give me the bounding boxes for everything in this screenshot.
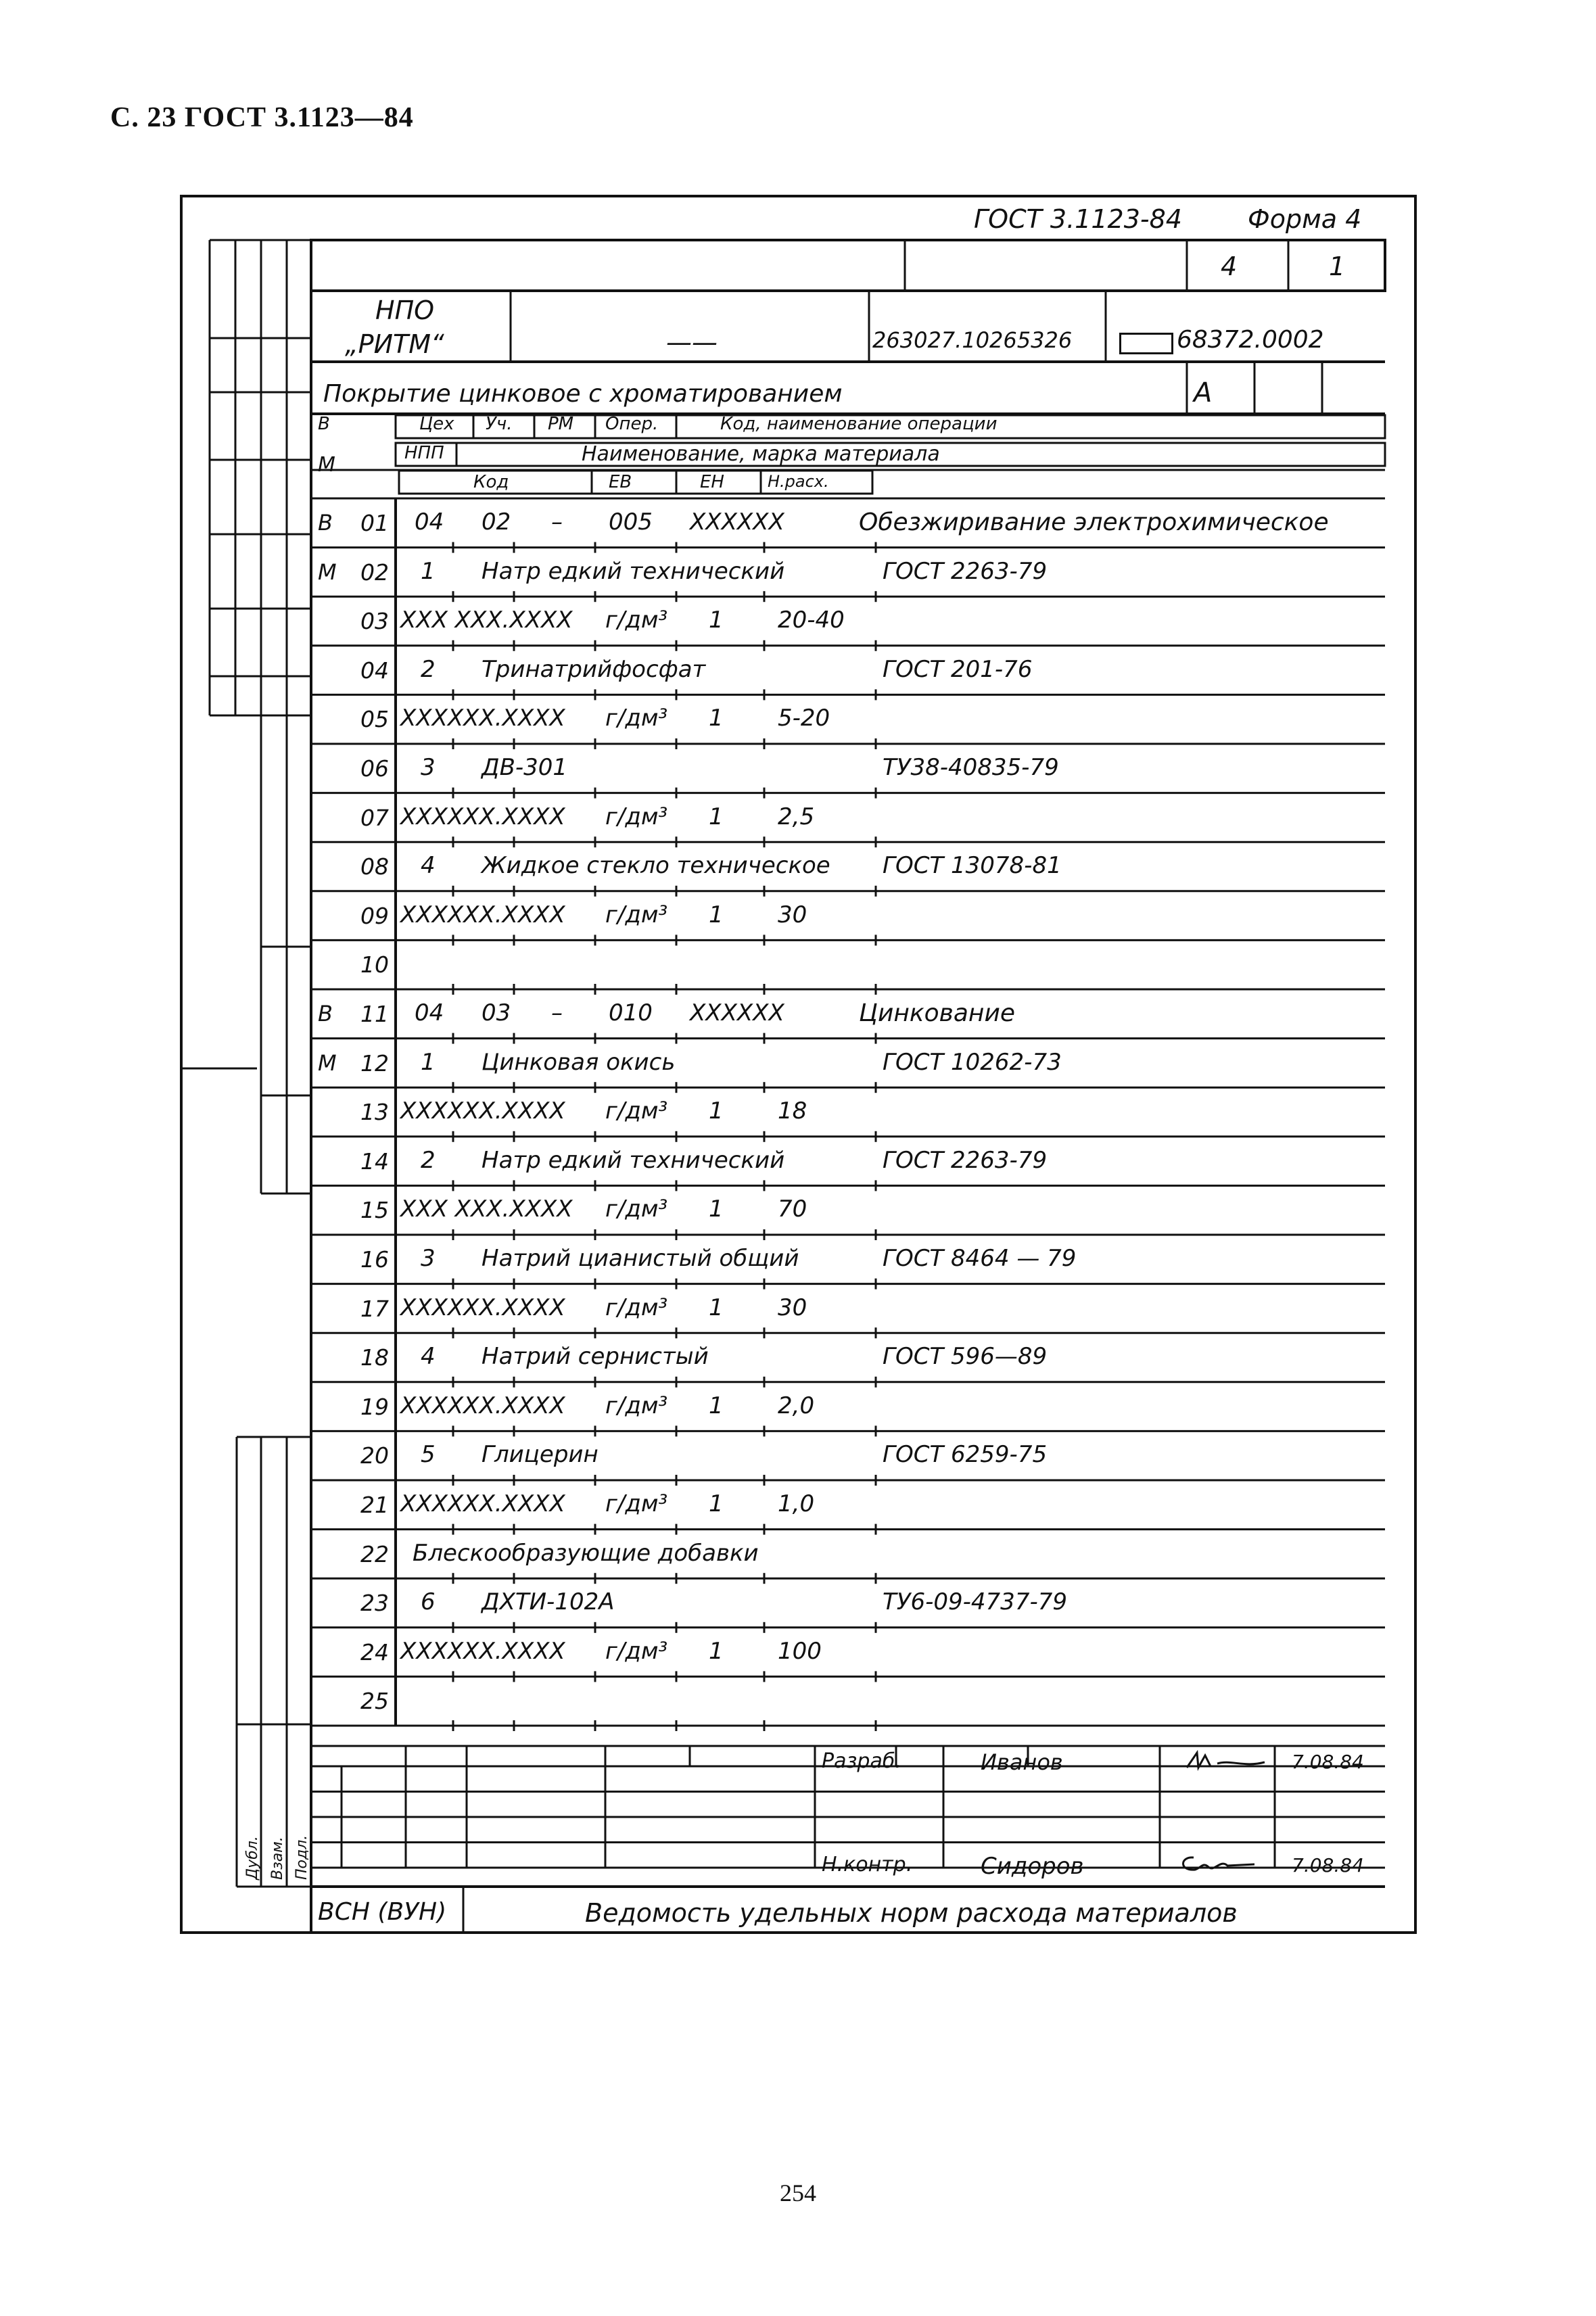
row-cell: 1 bbox=[709, 803, 724, 830]
row-cell: Натр едкий технический bbox=[482, 1146, 785, 1174]
row-number: 03 bbox=[360, 608, 389, 635]
row-cell: 3 bbox=[421, 1245, 436, 1272]
row-cell: XXXXXX.XXXX bbox=[400, 1490, 565, 1517]
row-cell: 02 bbox=[482, 509, 511, 536]
row-number: 12 bbox=[360, 1049, 389, 1077]
row-cell: 2,5 bbox=[778, 803, 815, 830]
row-cell: XXX XXX.XXXX bbox=[400, 607, 573, 634]
row-cell: ГОСТ 10262-73 bbox=[883, 1048, 1062, 1076]
row-number: 14 bbox=[360, 1148, 389, 1175]
hdr-m2-col-0: Код bbox=[473, 472, 509, 492]
code-field: 263027.10265326 bbox=[872, 327, 1073, 353]
row-cell: XXXXXX bbox=[690, 999, 784, 1026]
row-number: 02 bbox=[360, 559, 389, 586]
row-cell: 4 bbox=[421, 852, 436, 880]
row-cell: 18 bbox=[778, 1097, 807, 1125]
hdr-b-col-3: Опер. bbox=[605, 414, 659, 434]
developed-name: Иванов bbox=[981, 1749, 1063, 1775]
row-number: 15 bbox=[360, 1197, 389, 1224]
row-number: 23 bbox=[360, 1590, 389, 1617]
row-cell: Натр едкий технический bbox=[482, 557, 785, 585]
row-cell: 005 bbox=[609, 509, 653, 536]
doc-number: 68372.0002 bbox=[1177, 326, 1324, 354]
row-type: М bbox=[318, 559, 337, 585]
row-cell: 1 bbox=[709, 901, 724, 928]
row-cell: ГОСТ 13078-81 bbox=[883, 852, 1062, 880]
row-cell: 03 bbox=[482, 999, 511, 1026]
row-cell: Цинковая окись bbox=[482, 1048, 676, 1076]
row-cell: XXXXXX bbox=[690, 509, 784, 536]
row-cell: Жидкое стекло техническое bbox=[482, 852, 830, 880]
row-cell: г/дм³ bbox=[605, 1097, 668, 1125]
row-type: В bbox=[318, 510, 333, 536]
row-cell: 5 bbox=[421, 1441, 436, 1469]
row-cell: XXXXXX.XXXX bbox=[400, 901, 565, 928]
row-cell: XXXXXX.XXXX bbox=[400, 705, 565, 732]
sheets-total: 1 bbox=[1329, 252, 1346, 281]
row-number: 20 bbox=[360, 1442, 389, 1469]
row-cell: 100 bbox=[778, 1637, 822, 1665]
row-number: 24 bbox=[360, 1638, 389, 1665]
row-cell: Обезжиривание электрохимическое bbox=[859, 509, 1329, 536]
row-cell: Натрий цианистый общий bbox=[482, 1245, 799, 1272]
row-cell: 30 bbox=[778, 1294, 807, 1321]
row-cell: XXX XXX.XXXX bbox=[400, 1196, 573, 1223]
row-cell: ГОСТ 6259-75 bbox=[883, 1441, 1048, 1469]
row-cell: 1 bbox=[709, 705, 724, 732]
hdr-b-label: В bbox=[318, 414, 330, 434]
form-standard: ГОСТ 3.1123-84 bbox=[974, 204, 1182, 234]
form-label: Форма 4 bbox=[1248, 204, 1362, 234]
doc-type: ВСН (ВУН) bbox=[318, 1898, 447, 1926]
row-number: 17 bbox=[360, 1295, 389, 1322]
sheet-number: 4 bbox=[1221, 252, 1238, 281]
row-cell: XXXXXX.XXXX bbox=[400, 1294, 565, 1321]
row-cell: 04 bbox=[415, 509, 444, 536]
row-cell: г/дм³ bbox=[605, 1196, 668, 1223]
row-number: 21 bbox=[360, 1492, 389, 1518]
row-cell: г/дм³ bbox=[605, 1392, 668, 1419]
row-cell: – bbox=[551, 509, 563, 536]
document-title: Покрытие цинковое с хроматированием bbox=[323, 380, 843, 408]
row-cell: 1 bbox=[709, 1490, 724, 1517]
control-date: 7.08.84 bbox=[1292, 1854, 1364, 1876]
organization-line2: „РИТМ“ bbox=[345, 329, 444, 359]
row-number: 16 bbox=[360, 1246, 389, 1273]
row-cell: 2 bbox=[421, 655, 436, 683]
side-label-dubl: Дубл. bbox=[244, 1836, 261, 1880]
row-cell: 1 bbox=[709, 607, 724, 634]
side-label-vzam: Взам. bbox=[269, 1837, 286, 1880]
row-cell: г/дм³ bbox=[605, 803, 668, 830]
row-cell: Цинкование bbox=[859, 999, 1016, 1027]
page-number: 254 bbox=[780, 2179, 816, 2206]
row-cell: г/дм³ bbox=[605, 607, 668, 634]
row-cell: Натрий сернистый bbox=[482, 1343, 709, 1371]
hdr-m-label: М bbox=[318, 453, 335, 477]
row-number: 09 bbox=[360, 902, 389, 929]
hdr-m2-col-3: Н.расх. bbox=[768, 472, 829, 491]
row-cell: 4 bbox=[421, 1343, 436, 1371]
hdr-m-col-0: НПП bbox=[404, 443, 444, 463]
row-number: 18 bbox=[360, 1344, 389, 1371]
hdr-b-col-4: Код, наименование операции bbox=[720, 414, 998, 434]
row-cell: XXXXXX.XXXX bbox=[400, 803, 565, 830]
row-cell: 1 bbox=[421, 1048, 436, 1076]
row-number: 05 bbox=[360, 706, 389, 733]
row-cell: 1 bbox=[709, 1294, 724, 1321]
row-number: 11 bbox=[360, 1001, 389, 1027]
row-number: 25 bbox=[360, 1688, 389, 1715]
row-cell: 2 bbox=[421, 1146, 436, 1174]
row-cell: 20-40 bbox=[778, 607, 845, 634]
developed-signature-icon bbox=[1183, 1747, 1271, 1777]
row-cell: г/дм³ bbox=[605, 1637, 668, 1665]
developed-date: 7.08.84 bbox=[1292, 1751, 1364, 1773]
control-label: Н.контр. bbox=[822, 1853, 913, 1876]
row-cell: Глицерин bbox=[482, 1441, 598, 1469]
row-cell: 6 bbox=[421, 1588, 436, 1616]
row-cell: ГОСТ 2263-79 bbox=[883, 557, 1048, 585]
row-cell: ТУ38-40835-79 bbox=[883, 754, 1059, 781]
hdr-b-col-0: Цех bbox=[419, 414, 454, 434]
row-number: 04 bbox=[360, 657, 389, 684]
row-number: 10 bbox=[360, 951, 389, 978]
hdr-m2-col-1: ЕВ bbox=[609, 472, 632, 492]
row-cell: ГОСТ 8464 — 79 bbox=[883, 1245, 1077, 1272]
row-cell: ДХТИ-102А bbox=[482, 1588, 615, 1616]
row-cell: 1 bbox=[709, 1392, 724, 1419]
row-number: 08 bbox=[360, 853, 389, 880]
developed-label: Разраб. bbox=[822, 1749, 901, 1773]
organization-line1: НПО bbox=[375, 296, 435, 325]
doc-name: Ведомость удельных норм расхода материалов bbox=[585, 1898, 1238, 1928]
row-number: 22 bbox=[360, 1540, 389, 1567]
hdr-m2-col-2: ЕН bbox=[700, 472, 724, 492]
row-cell: 1 bbox=[709, 1637, 724, 1665]
control-signature-icon bbox=[1173, 1849, 1261, 1879]
row-type: М bbox=[318, 1049, 337, 1076]
hdr-b-col-1: Уч. bbox=[486, 414, 513, 434]
control-name: Сидоров bbox=[981, 1853, 1084, 1880]
row-cell: XXXXXX.XXXX bbox=[400, 1097, 565, 1125]
row-cell: 5-20 bbox=[778, 705, 830, 732]
row-cell: ТУ6-09-4737-79 bbox=[883, 1588, 1067, 1616]
row-cell: Блескообразующие добавки bbox=[413, 1539, 759, 1567]
row-number: 07 bbox=[360, 804, 389, 831]
row-cell: XXXXXX.XXXX bbox=[400, 1637, 565, 1665]
row-cell: 04 bbox=[415, 999, 444, 1026]
side-label-podl: Подл. bbox=[294, 1835, 310, 1880]
row-number: 06 bbox=[360, 755, 389, 782]
row-cell: г/дм³ bbox=[605, 1490, 668, 1517]
row-number: 01 bbox=[360, 510, 389, 536]
row-cell: Тринатрийфосфат bbox=[482, 655, 706, 683]
letter-field: А bbox=[1194, 377, 1213, 408]
barcode-box-icon bbox=[1119, 333, 1173, 354]
row-cell: XXXXXX.XXXX bbox=[400, 1392, 565, 1419]
row-cell: г/дм³ bbox=[605, 1294, 668, 1321]
row-cell: ГОСТ 596—89 bbox=[883, 1343, 1048, 1371]
row-cell: 1 bbox=[709, 1097, 724, 1125]
row-cell: 3 bbox=[421, 754, 436, 781]
row-cell: ДВ-301 bbox=[482, 754, 568, 781]
row-cell: ГОСТ 2263-79 bbox=[883, 1146, 1048, 1174]
row-cell: 1 bbox=[709, 1196, 724, 1223]
row-cell: 2,0 bbox=[778, 1392, 815, 1419]
row-cell: 70 bbox=[778, 1196, 807, 1223]
row-cell: – bbox=[551, 999, 563, 1026]
row-cell: 1,0 bbox=[778, 1490, 815, 1517]
row-cell: г/дм³ bbox=[605, 901, 668, 928]
row-cell: 1 bbox=[421, 557, 436, 585]
hdr-m-col-1: Наименование, марка материала bbox=[582, 442, 940, 466]
dash-field: —— bbox=[666, 327, 718, 357]
row-cell: ГОСТ 201-76 bbox=[883, 655, 1033, 683]
row-type: В bbox=[318, 1001, 333, 1026]
row-number: 19 bbox=[360, 1393, 389, 1420]
row-cell: 30 bbox=[778, 901, 807, 928]
hdr-b-col-2: РМ bbox=[548, 414, 574, 434]
row-cell: 010 bbox=[609, 999, 653, 1026]
page-header: С. 23 ГОСТ 3.1123—84 bbox=[110, 102, 414, 133]
row-number: 13 bbox=[360, 1099, 389, 1126]
row-cell: г/дм³ bbox=[605, 705, 668, 732]
